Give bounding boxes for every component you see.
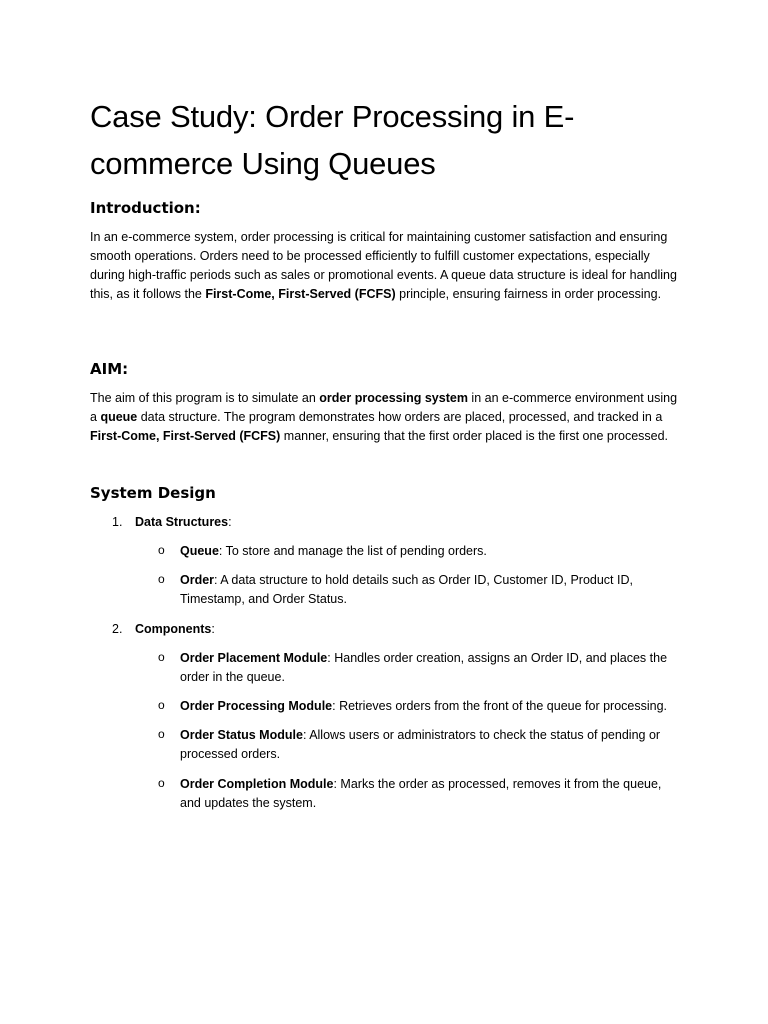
- aim-paragraph: The aim of this program is to simulate an order processing system in an e-commerce environment using a queue data structure. The program demonstrates how orders are placed, processed, and tracked in a First-Come, First-Served (FCFS) manner, ensuring that the first order placed is the first one processed.: [90, 391, 678, 443]
- bullet-text: Order Processing Module: Retrieves orders from the front of the queue for processing.: [180, 699, 668, 713]
- bullet-text: Order Placement Module: Handles order creation, assigns an Order ID, and places the order in the queue.: [180, 651, 668, 684]
- bullet-text: Order: A data structure to hold details such as Order ID, Customer ID, Product ID, Timestamp, and Order Status.: [180, 573, 633, 606]
- bullet-marker: o: [158, 727, 165, 741]
- introduction-paragraph: In an e-commerce system, order processing is critical for maintaining customer satisfaction and ensuring smooth operations. Orders need to be processed efficiently to fulfill customer expectations, especially during high-traffic periods such as sales or promotional events. A queue data structure is ideal for handling this, as it follows the First-Come, First-Served (FCFS) principle, ensuring fairness in order processing.: [90, 230, 677, 301]
- bullet-text: Order Status Module: Allows users or administrators to check the status of pending or processed orders.: [180, 728, 661, 761]
- bullet-marker: o: [158, 572, 165, 586]
- list-number: 2.: [112, 622, 123, 636]
- bullet-text: Order Completion Module: Marks the order as processed, removes it from the queue, and updates the system.: [180, 777, 662, 810]
- order-processing-system-term: order processing system: [319, 391, 468, 405]
- introduction-heading: Introduction:: [90, 199, 201, 217]
- list-number: 1.: [112, 515, 123, 529]
- bullet-marker: o: [158, 698, 165, 712]
- fcfs-term: First-Come, First-Served (FCFS): [90, 429, 281, 443]
- fcfs-term: First-Come, First-Served (FCFS): [205, 287, 396, 301]
- bullet-text: Queue: To store and manage the list of pending orders.: [180, 544, 487, 558]
- bullet-marker: o: [158, 776, 165, 790]
- system-design-heading: System Design: [90, 484, 216, 502]
- bullet-marker: o: [158, 543, 165, 557]
- aim-heading: AIM:: [90, 360, 129, 378]
- document-title: Case Study: Order Processing in E-commerce Using Queues: [90, 99, 575, 181]
- queue-term: queue: [100, 410, 138, 424]
- list-label: Data Structures:: [135, 515, 232, 529]
- list-label: Components:: [135, 622, 215, 636]
- bullet-marker: o: [158, 650, 165, 664]
